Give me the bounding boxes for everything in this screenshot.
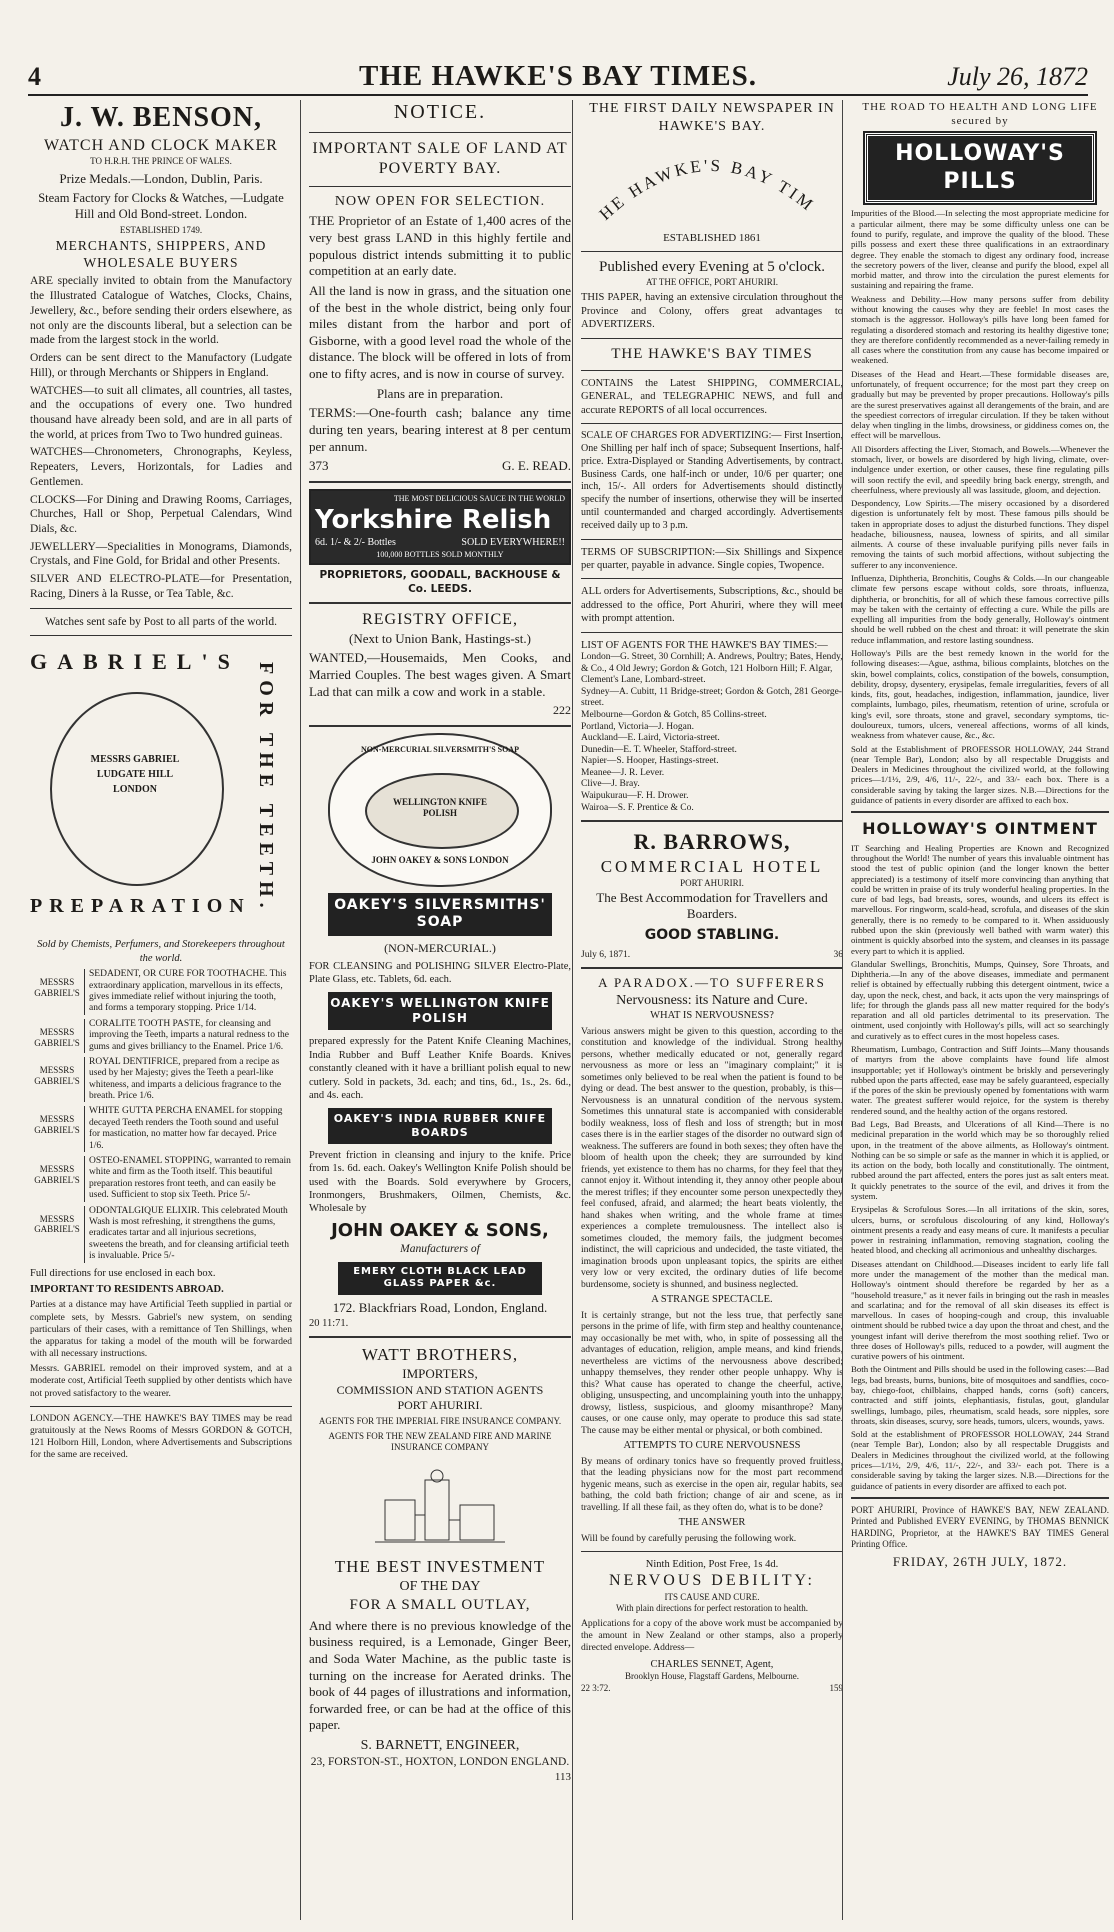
gabriel-side-text: FOR THE TEETH.	[255, 662, 277, 914]
agent-item: Sydney—A. Cubitt, 11 Bridge-street; Gordon & Gotch, 281 George-street.	[581, 686, 842, 709]
times-contains: CONTAINS the Latest SHIPPING, COMMERCIAL, GENERAL, and TELEGRAPHIC NEWS, and full and accurate REPORTS of all local occurrences.	[581, 377, 843, 416]
benson-jewellery: JEWELLERY—Specialities in Monograms, Diamonds, Crystals, and Fine Gold, for Bridal and other Presents.	[30, 540, 292, 568]
oakey-polish-text: prepared expressly for the Patent Knife Cleaning Machines, India Rubber and Buff Leather Knife Boards. Knives constantly cleaned with it have a brilliant polish equal to new cutlery. Sold in packets, 3d. each; and tins, 6d., 1s., 2s. 6d., and 4s. each.	[309, 1036, 571, 1102]
notice-signature: G. E. READ.	[502, 458, 571, 474]
imprint: PORT AHURIRI, Province of HAWKE'S BAY, NEW ZEALAND. Printed and Published EVERY EVENING, by THOMAS BENNICK HARDING, Proprietor, at the HAWKE'S BAY TIMES General Printing Office.	[851, 1504, 1109, 1550]
paradox-applications: Applications for a copy of the above work must be accompanied by the amount in New Zealand or other stamps, also a properly directed envelope. Address—	[581, 1617, 843, 1654]
benson-catalogue: ARE specially invited to obtain from the Manufactory the Illustrated Catalogue of Watches, Clocks, Chains, Jewellery, &c., before sending their orders elsewhere, as not only are the discounts liberal, but a selection can be made from the largest stock in the world.	[30, 275, 292, 347]
paradox-strange: A STRANGE SPECTACLE.	[651, 1294, 773, 1306]
times-published: Published every Evening at 5 o'clock.	[599, 258, 825, 275]
benson-established: ESTABLISHED 1749.	[119, 225, 203, 236]
notice-terms: TERMS:—One-fourth cash; balance any time during ten years, bearing interest at 8 per centum per annum.	[309, 405, 571, 454]
agents-head: LIST OF AGENTS FOR THE HAWKE'S BAY TIMES:—	[581, 639, 828, 651]
watt-name: WATT BROTHERS,	[361, 1345, 519, 1365]
paradox-p2: It is certainly strange, but not the less true, that perfectly sane persons in the prime of life, with firm step and healthy countenance, may occasionally be met with, who, in spite of possessing all the advantages of education, religion, ample means, and kind friends, nevertheless are victims of the nervousness above described; unhappy themselves, they render other people unhappy. Why is this? What cause has operated to change the cheerful, active, obliging, unsuspecting, and uncomplaining youth into the unhappy, drowsy, listless, suspicious, and gloomy misanthrope? Many causes, or one cause only, may operate to produce this sad state. The cause may be either mental or physical, or both combined.	[581, 1309, 843, 1436]
times-office: AT THE OFFICE, PORT AHURIRI.	[646, 276, 778, 287]
holloway-p3: Diseases of the Head and Heart.—These formidable diseases are, unfortunately, of frequent occurrence; for the most part they creep on gradually but may be prevented by proper precautions. Holloway's pills are the surest preservatives against all derangements of the brain, and are the speediest correctors of irregular circulation. If they be taken without delay when tingling in the limbs, drowsiness, or giddiness comes on, the effect will be marvellous.	[851, 368, 1109, 441]
watt-port: PORT AHURIRI.	[397, 1397, 483, 1412]
benson-appointment: TO H.R.H. THE PRINCE OF WALES.	[90, 156, 232, 167]
barrows-hotel: COMMERCIAL HOTEL	[600, 857, 824, 877]
masthead	[28, 58, 1088, 96]
notice-body2: All the land is now in grass, and the situation one of the best in the whole district, being only four miles distant from the harbor and port of Gisborne, with a good level road the whole of the distance. The block will be offered in lots of from one to fifty acres, and is now in course of survey.	[309, 282, 571, 382]
holloway-q2: Glandular Swellings, Bronchitis, Mumps, Quinsey, Sore Throats, and Diphtheria.—In any of the above diseases, immediate and permanent relief is obtained by effectually rubbing this detergent ointment, twice a day, upon the neck, chest, and back, it acts upon the very mainsprings of life; for through the glands pass all new matter required for the body's reparation and all old particles detrimental to its preservation. The ointment, used conjointly with Holloway's pills, will act so searchingly and curatively as to effect cures in the most hopeless cases.	[851, 958, 1109, 1041]
paradox-answer: THE ANSWER	[678, 1517, 746, 1529]
relish-monthly: 100,000 BOTTLES SOLD MONTHLY	[376, 550, 504, 560]
paradox-sub: Nervousness: its Nature and Cure.	[616, 992, 808, 1008]
barrows-port: PORT AHURIRI.	[680, 878, 744, 889]
registry-head: REGISTRY OFFICE,	[362, 611, 518, 629]
gabriel-arc-bottom: PREPARATION	[30, 895, 251, 918]
oakey-polish-banner: OAKEY'S WELLINGTON KNIFE POLISH	[328, 992, 552, 1031]
holloway-pills-banner: HOLLOWAY'S PILLS	[865, 133, 1095, 203]
times-first-daily: THE FIRST DAILY NEWSPAPER IN HAWKE'S BAY.	[589, 101, 835, 134]
page-number: 4	[28, 62, 41, 91]
agent-item: Wairoa—S. F. Prentice & Co.	[581, 802, 694, 813]
svg-text:THE HAWKE'S BAY TIMES	[581, 136, 819, 224]
gabriel-directions: Full directions for use enclosed in each box.	[30, 1267, 216, 1279]
gabriel-seal-text: MESSRS GABRIEL LUDGATE HILL LONDON	[90, 754, 180, 796]
holloway-p8: Sold at the Establishment of PROFESSOR HOLLOWAY, 244 Strand (near Temple Bar), London; also by all respectable Druggists and Dealers in Medicines throughout the civilized world, at the following prices—1/1½, 2/9, 4/6, 11/-, 22/-, and 33/- each box. There is a considerable saving by taking the larger sizes. N.B.—Directions for the guidance of patients in every disorder are affixed to each box.	[851, 743, 1109, 805]
benson-clocks: CLOCKS—For Dining and Drawing Rooms, Carriages, Churches, Hall or Shop, Perpetual Calendars, Wind Dials, &c.	[30, 493, 292, 535]
holloway-q6: Diseases attendant on Childhood.—Diseases incident to early life fall more under the management of the mother than the medical man. Holloway's ointment should therefore be regarded by her as a "household treasure," as it never fails in bringing out the rash in measles and scarlatina; and for the removal of all skin diseases its effect is marvellous. In cases of hooping-cough and croup, this invaluable ointment should be rubbed twice a day upon the throat and chest, and the youngest infant will derive therefrom the most soothing relief. Two or three doses of Holloway's pills, reduced to a powder, will augment the curative powers of his ointment.	[851, 1258, 1109, 1362]
newspaper-title: THE HAWKE'S BAY TIMES.	[358, 60, 758, 92]
relish-name: Yorkshire Relish	[315, 505, 552, 536]
relish-proprietors: PROPRIETORS, GOODALL, BACKHOUSE & Co. LEEDS.	[319, 569, 561, 595]
column-3	[572, 100, 843, 1920]
gabriel-abroad: Parties at a distance may have Artificial Teeth supplied in partial or complete sets, by Messrs. Gabriel's new system, on sending particulars of their cases, with a remittance of Ten Shillings, when the apparatus for taking a model of the mouth will be forwarded with all necessary instructions.	[30, 1300, 292, 1360]
gabriel-sold: Sold by Chemists, Perfumers, and Storekeepers throughout the world.	[37, 939, 285, 964]
gabriel-item: MESSRS GABRIEL'S ODONTALGIQUE ELIXIR. This celebrated Mouth Wash is most refreshing, it strengthens the gums, eradicates tartar and all injurious secretions, sweetens the breath, and for cleansing artificial teeth is invaluable. Price 5/-	[30, 1206, 292, 1263]
benson-title: WATCH AND CLOCK MAKER	[44, 136, 278, 154]
paradox-p3: By means of ordinary tonics have so frequently proved fruitless, that the leading physicians now for the most part recommend hygenic means, such as exercise in the open air, regular habits, sea bathing, the cold bath friction; change of air and scene, as in travelling. If all these fail, as they often do, what is to be done?	[581, 1455, 843, 1513]
agent-item: Clive—J. Bray.	[581, 779, 640, 790]
oakey-emblem: NON-MERCURIAL SILVERSMITH'S SOAP WELLINGTON KNIFE POLISH JOHN OAKEY & SONS LONDON	[328, 733, 552, 887]
barnett-name: S. BARNETT, ENGINEER,	[360, 1738, 520, 1754]
benson-silver: SILVER AND ELECTRO-PLATE—for Presentation, Racing, Diners à la Russe, or Tea Table, &c.	[30, 573, 292, 600]
paradox-p1: Various answers might be given to this question, according to the constitution and knowledge of the individual. Strong healthy persons, whether medically educated or not, generally regard nervousness as more or less an "imaginary complaint;" it is sometimes only believed to be real when the patient is found to be dying or dead. The best answer to the question, probably, is this—Nervousness is an unnatural condition of the nervous system. Sometimes this unnatural state is accompanied with considerable bodily weakness, loss of flesh and loss of strength; but in most cases there is in the earlier stages of the disorder no outward sign of weakness. The sufferers are found in both sexes; they often have the bloom of health upon the cheek; they are surrounded by kind friends, yet existence to them has no charms, for they feel that they cannot enjoy it. Without intending it, they annoy other people about the merest trifles; if they encounter some person unexpectedly they feel confused, afraid, and alarmed; the heart beats violently, the hand shakes when writing, and the whole frame at times experiences a complete tremulousness. The intellect also is sometimes clouded, the memory fails, the judgment becomes indistinct, the will capricious and undecided, the taste vitiated, the imagination broods upon unpleasant topics, the spirits are either very low or very excited, the ordinary duties of life become burdensome, society is shunned, and business neglected.	[581, 1025, 843, 1290]
paradox-question: WHAT IS NERVOUSNESS?	[650, 1010, 774, 1022]
watt-imperial: AGENTS FOR THE IMPERIAL FIRE INSURANCE COMPANY.	[318, 1416, 562, 1427]
paradox-cause: ITS CAUSE AND CURE.	[664, 1591, 760, 1602]
barnett-address: 23, FORSTON-ST., HOXTON, LONDON ENGLAND.	[310, 1756, 570, 1769]
agent-item: Melbourne—Gordon & Gotch, 85 Collins-street.	[581, 710, 767, 721]
times-name: THE HAWKE'S BAY TIMES	[611, 345, 813, 362]
holloway-road: THE ROAD TO HEALTH AND LONG LIFE secured by	[862, 101, 1098, 128]
gabriel-arc-top: GABRIEL'S	[30, 649, 240, 675]
holloway-p7: Holloway's Pills are the best remedy known in the world for the following diseases:—Ague, asthma, bilious complaints, blotches on the skin, bowel complaints, colics, constipation of the bowels, consumption, debility, dropsy, dysentery, erysipelas, female irregularities, fevers of all kinds, fits, gout, headaches, indigestion, inflammation, jaundice, liver complaints, lumbago, piles, rheumatism, retention of urine, scrofula or king's evil, sore throats, stone and gravel, secondary symptoms, tic-douloureux, tumors, ulcers, venereal affections, worms of all kinds, weakness from whatever cause, &c., &c.	[851, 648, 1109, 741]
watt-commission: COMMISSION AND STATION AGENTS	[336, 1382, 544, 1397]
oakey-number: 20 11:71.	[309, 1317, 349, 1329]
holloway-q3: Rheumatism, Lumbago, Contraction and Stiff Joints—Many thousands of martyrs from the above complaints have found life almost insupportable; yet if Holloway's ointment be briskly and perseveringly rubbed upon the parts affected, ease may be safely guaranteed, especially if the pores of the skin be previously opened by fomentations with warm water. The greatest sufferer would rejoice, for the system is thereby rendered sound, and the healthy action of the organs restored.	[851, 1044, 1109, 1116]
holloway-p2: Weakness and Debility.—How many persons suffer from debility without knowing the causes why they are feeble! In most cases the stomach is the aggressor. Holloway's pills have long been famed for regulating a disordered stomach and restoring its healthy digestive tone; they are therefore confidently recommended as a never-failing remedy in all cases where the constitution from any cause has become impaired or weakened.	[851, 293, 1109, 366]
gabriel-item: MESSRS GABRIEL'S ROYAL DENTIFRICE, prepared from a recipe as used by her Majesty; gives the Teeth a pearl-like whiteness, and imparts a delicious fragrance to the breath. Price 1/6.	[30, 1057, 292, 1103]
notice-sub: IMPORTANT SALE OF LAND AT POVERTY BAY.	[312, 139, 568, 178]
oakey-boards-text: Prevent friction in cleansing and injury to the knife. Price from 1s. 6d. each. Oakey's Wellington Knife Polish should be used with the Boards. Sold everywhere by Grocers, Ironmongers, Brushmakers, Oilmen, Chemists, &c. Wholesale by	[309, 1149, 571, 1215]
holloway-q4: Bad Legs, Bad Breasts, and Ulcerations of all Kind—There is no medicinal preparation in the world which may be so thoroughly relied upon, in the treatment of the above ailments, as Holloway's ointment. Nothing can be so simple or safe as the manner in which it is applied, or its action on the body, both locally and constitutionally. The ointment, rubbed around the part affected, enters the pores just as salt enters meat. It quickly penetrates to the source of the evil, and drives it from the system.	[851, 1119, 1109, 1201]
gabriel-item: MESSRS GABRIEL'S OSTEO-ENAMEL STOPPING, warranted to remain white and firm as the Tooth itself. This beautiful preparation restores front teeth, and can easily be used. Sufficient to stop six Teeth. Price 5/-	[34, 1156, 291, 1201]
notice-open: NOW OPEN FOR SELECTION.	[334, 193, 546, 209]
barrows-date: July 6, 1871.	[581, 949, 631, 960]
times-arc-title	[581, 136, 843, 226]
paradox-p4: Will be found by carefully perusing the following work.	[581, 1532, 797, 1544]
paradox-edition: Ninth Edition, Post Free, 1s 4d.	[645, 1559, 779, 1570]
paradox-sennet: CHARLES SENNET, Agent,	[650, 1658, 774, 1670]
notice-number: 373	[309, 458, 329, 474]
relish-price: 6d. 1/- & 2/- Bottles	[315, 537, 396, 549]
relish-sold: SOLD EVERYWHERE!!	[461, 537, 565, 549]
agent-item: Auckland—E. Laird, Victoria-street.	[581, 733, 720, 744]
holloway-q5: Erysipelas & Scrofulous Sores.—In all irritations of the skin, sores, ulcers, burns, or scrofulous discolouring of any kind, Holloway's ointment presents a ready and easy means of cure. It manifests a peculiar power in restraining inflammation, removing stagnation, cooling the heated blood, and checking all acrimonious and unhealthy discharges.	[851, 1204, 1109, 1256]
column-4	[842, 100, 1109, 1920]
barnett-sub: OF THE DAY	[399, 1578, 481, 1594]
relish-top: THE MOST DELICIOUS SAUCE IN THE WORLD	[393, 493, 565, 503]
holloway-q8: Sold at the establishment of PROFESSOR HOLLOWAY, 244 Strand (near Temple Bar), London; also by all respectable Druggists and Dealers in Medicines throughout the civilized world, at the following prices—1/1½, 2/9, 4/6, 11/-, 22/-, and 33/- each pot. There is a considerable saving by taking the larger sizes. N.B.—Directions for the guidance of patients in every disorder are affixed to each pot.	[851, 1429, 1109, 1491]
paradox-number: 159	[829, 1682, 843, 1693]
times-arc-text: HE HAWKE'S BAY TIM	[595, 155, 819, 224]
notice-body1: THE Proprietor of an Estate of 1,400 acres of the very best grass LAND in this highly fertile and populous district intends submitting it to public competition at an early date.	[309, 213, 571, 279]
barrows-number: 36	[833, 949, 843, 960]
agent-item: Meanee—J. R. Lever.	[581, 767, 665, 778]
gabriel-remodel: Messrs. GABRIEL remodel on their improved system, and at a moderate cost, Artificial Teeth supplied by other dentists which have not proved satisfactory to the wearer.	[30, 1364, 292, 1399]
gabriel-item: MESSRS GABRIEL'S SEDADENT, OR CURE FOR TOOTHACHE. This extraordinary application, marvellous in its effects, gives immediate relief without injuring the tooth, and forms a temporary stopping. Price 1/14.	[30, 969, 292, 1015]
notice-head: NOTICE.	[393, 101, 487, 123]
paradox-address: Brooklyn House, Flagstaff Gardens, Melbourne.	[624, 1671, 800, 1682]
paradox-date: 22 3:72.	[581, 1682, 611, 1693]
barnett-number: 113	[554, 1770, 571, 1783]
barrows-stabling: GOOD STABLING.	[644, 926, 780, 943]
agent-item: Waipukurau—F. H. Drower.	[581, 791, 689, 802]
benson-merchants: MERCHANTS, SHIPPERS, AND WHOLESALE BUYERS	[55, 237, 267, 271]
times-subscription: TERMS OF SUBSCRIPTION:—Six Shillings and Sixpence per quarter, payable in advance. Single copies, Twopence.	[581, 546, 843, 571]
barnett-body: And where there is no previous knowledge of the business required, is a Lemonade, Ginger Beer, and Soda Water Machine, as the public taste is turning on the increase for Aerated drinks. The book of 44 pages of illustrations and information, forwarded free, or can be had at the office of this paper.	[309, 1617, 571, 1733]
oakey-soap-text: FOR CLEANSING and POLISHING SILVER Electro-Plate, Plate Glass, etc. Tablets, 6d. each.	[309, 960, 571, 986]
benson-watches: WATCHES—to suit all climates, all countries, all tastes, and the occupations of every one. Two hundred thousand have already been sold, and are in all parts of the world, at prices from Two to Two hundred guineas.	[30, 384, 292, 441]
barrows-name: R. BARROWS,	[633, 829, 791, 855]
benson-factory: Steam Factory for Clocks & Watches, —Ludgate Hill and Old Bond-street. London.	[38, 191, 284, 222]
imprint-date: FRIDAY, 26TH JULY, 1872.	[892, 1553, 1068, 1569]
paradox-nervous-debility: NERVOUS DEBILITY:	[608, 1572, 815, 1590]
times-scale: SCALE OF CHARGES FOR ADVERTIZING:— First Insertion, One Shilling per half inch of space; Subsequent Insertions, half-price. Extra-Displayed or Standing Advertisements, by contract. Business Cards, one half-inch or under, 10/6 per quarter; one inch, 15/-. All orders for Advertisements should distinctly specify the number of insertions, otherwise they will be inserted until countermanded and charged accordingly. Advertisements received daily up to 3 p.m.	[581, 430, 843, 531]
oakey-boards-banner: OAKEY'S INDIA RUBBER KNIFE BOARDS	[328, 1108, 552, 1144]
paradox-plain: With plain directions for perfect restoration to health.	[615, 1603, 809, 1614]
agent-item: Portland, Victoria—J. Hogan.	[581, 721, 694, 732]
agent-item: Dunedin—E. T. Wheeler, Stafford-street.	[581, 744, 737, 755]
benson-watches-types: WATCHES—Chronometers, Chronographs, Keyless, Repeaters, Levers, Horizontals, for Ladies and Gentlemen.	[30, 446, 292, 488]
barrows-best: The Best Accommodation for Travellers and Boarders.	[596, 889, 828, 922]
times-extensive: THIS PAPER, having an extensive circulation throughout the Province and Colony, offers great advantages to ADVERTIZERS.	[581, 292, 843, 331]
holloway-p5: Despondency, Low Spirits.—The misery occasioned by a disordered digestion is unfortunately felt by most. These famous pills should be taken in appropriate doses to adjust the disturbed functions. They dispel headache, biliousness, nausea, lowness of spirits, and all similar ailments. A course of these invaluable purifying pills never fails in removing the taints of such morbid affections, without subjecting the sufferer to any inconvenience.	[851, 498, 1109, 570]
oakey-firm: JOHN OAKEY & SONS,	[331, 1219, 549, 1241]
relish-advert	[309, 489, 571, 566]
paradox-attempts: ATTEMPTS TO CURE NERVOUSNESS	[623, 1440, 801, 1452]
registry-body: WANTED,—Housemaids, Men Cooks, and Married Couples. The best wages given. A Smart Lad that can milk a cow and work in a stable.	[309, 650, 571, 699]
column-1	[30, 100, 292, 1920]
column-2	[300, 100, 571, 1920]
gabriel-emblem	[30, 642, 290, 932]
oakey-emery-banner: EMERY CLOTH BLACK LEAD GLASS PAPER &c.	[338, 1262, 542, 1296]
issue-date: July 26, 1872	[947, 62, 1088, 91]
oakey-address: 172. Blackfriars Road, London, England.	[332, 1300, 548, 1316]
holloway-q1: IT Searching and Healing Properties are Known and Recognized throughout the World! The number of years this invaluable ointment has stood the test of public opinion (and the longer known the better appreciated) is a testimony of itself more convincing than anything that could be written in praise of its truly wonderful healing properties. In the cure of bad legs, bad breasts, sores, wounds, and ulcers its effect is marvellous. For ringworm, scald-head, scrofula, and diseases of the skin generally, there is no remedy to be compared to it. When assiduously rubbed upon the skin (previously well bathed with warm water) this ointment is quickly absorbed into the system, and cleanses in its passage every part to which it is applied.	[851, 842, 1109, 956]
times-orders: ALL orders for Advertisements, Subscriptions, &c., should be addressed to the office, Port Ahuriri, where they will meet with prompt attention.	[581, 586, 843, 625]
agent-item: Napier—S. Hooper, Hastings-street.	[581, 756, 719, 767]
agent-item: London—G. Street, 30 Cornhill; A. Andrews, Poultry; Bates, Hendy, & Co., 4 Old Jewry; Gordon & Gotch, 121 Holborn Hill; F. Algar, Clement's Lane, Lombard-street.	[581, 652, 843, 686]
holloway-p4: All Disorders affecting the Liver, Stomach, and Bowels.—Whenever the stomach, liver, or bowels are disordered by high living, climate, over-indulgence under exertion, or other causes, these fine regulating pills will soon rectify the evil, and speedily bring back energy, strength, and cheerfulness, where previously all was lassitude, gloom, and dejection.	[851, 443, 1109, 495]
holloway-p1: Impurities of the Blood.—In selecting the most appropriate medicine for a particular ailment, there may be some difficulty unless one can be found to purify, regulate, and improve the quality of the blood. These pills possess and exert these three qualifications in an extraordinary degree. They enable the stomach to digest any ordinary food, increase the secretory powers of the liver, cleanse and purify the blood, expel all morbid matter, and throw into the circulation the purest elements for sustaining and repairing the frame.	[851, 208, 1109, 291]
benson-post: Watches sent safe by Post to all parts of the world.	[45, 615, 277, 628]
registry-sub: (Next to Union Bank, Hastings-st.)	[349, 630, 531, 646]
holloway-q7: Both the Ointment and Pills should be used in the following cases:—Bad legs, bad breasts, burns, bunions, bite of mosquitoes and sandflies, coco-bay, chiego-foot, chilblains, chapped hands, corns (soft) cancers, contracted and stiff joints, elephantiasis, fistulas, gout, glandular swellings, lumbago, piles, rheumatism, scald heads, sore nipples, sore throats, skin diseases, scurvy, sore heads, tumors, ulcers, wounds, yaws.	[851, 1364, 1109, 1426]
benson-name: J. W. BENSON,	[59, 102, 263, 133]
watt-newzealand: AGENTS FOR THE NEW ZEALAND FIRE AND MARINE INSURANCE COMPANY	[328, 1430, 552, 1453]
gabriel-item: MESSRS GABRIEL'S WHITE GUTTA PERCHA ENAMEL for stopping decayed Teeth renders the Tooth sound and useful for mastication, no matter how far decayed. Price 1/6.	[30, 1106, 292, 1152]
watt-importers: IMPORTERS,	[402, 1366, 478, 1381]
notice-plans: Plans are in preparation.	[376, 385, 504, 401]
holloway-ointment-head: HOLLOWAY'S OINTMENT	[862, 819, 1098, 839]
registry-number: 222	[553, 703, 571, 718]
oakey-manufacturers: Manufacturers of	[400, 1242, 480, 1255]
barnett-head: THE BEST INVESTMENT	[334, 1556, 546, 1576]
gabriel-abroad-head: IMPORTANT TO RESIDENTS ABROAD.	[30, 1283, 224, 1295]
paradox-head: A PARADOX.—TO SUFFERERS	[598, 974, 826, 990]
holloway-p6: Influenza, Diphtheria, Bronchitis, Coughs & Colds.—In our changeable climate few persons escape without colds, sore throats, influenza, diphtheria, or bronchitis, for all of which these famous corrective pills may be taken with the certainty of effecting a cure. While the pills are expelling all impurities from the body generally, Holloway's ointment should be well rubbed on the chest and throat: it will penetrate the skin reduce inflammation, and restore lasting soundness.	[851, 573, 1109, 645]
benson-medals: Prize Medals.—London, Dublin, Paris.	[59, 170, 263, 186]
aerated-machine-illustration	[365, 1460, 515, 1550]
london-agency: LONDON AGENCY.—THE HAWKE'S BAY TIMES may be read gratuitously at the News Rooms of Messrs GORDON & GOTCH, 121 Holborn Hill, London, where Advertisements and Subscriptions for the same are received.	[30, 1413, 292, 1461]
gabriel-item: MESSRS GABRIEL'S CORALITE TOOTH PASTE, for cleansing and improving the Teeth, imparts a natural redness to the gums and gives brilliancy to the Enamel. Price 1/6.	[30, 1019, 292, 1053]
barnett-sub2: FOR A SMALL OUTLAY,	[349, 1596, 531, 1613]
times-established: ESTABLISHED 1861	[663, 231, 761, 244]
oakey-nonmercurial: (NON-MERCURIAL.)	[384, 941, 496, 956]
oakey-soap-banner: OAKEY'S SILVERSMITHS' SOAP	[328, 893, 552, 937]
benson-orders: Orders can be sent direct to the Manufactory (Ludgate Hill), or through Merchants or Shippers in England.	[30, 352, 292, 379]
